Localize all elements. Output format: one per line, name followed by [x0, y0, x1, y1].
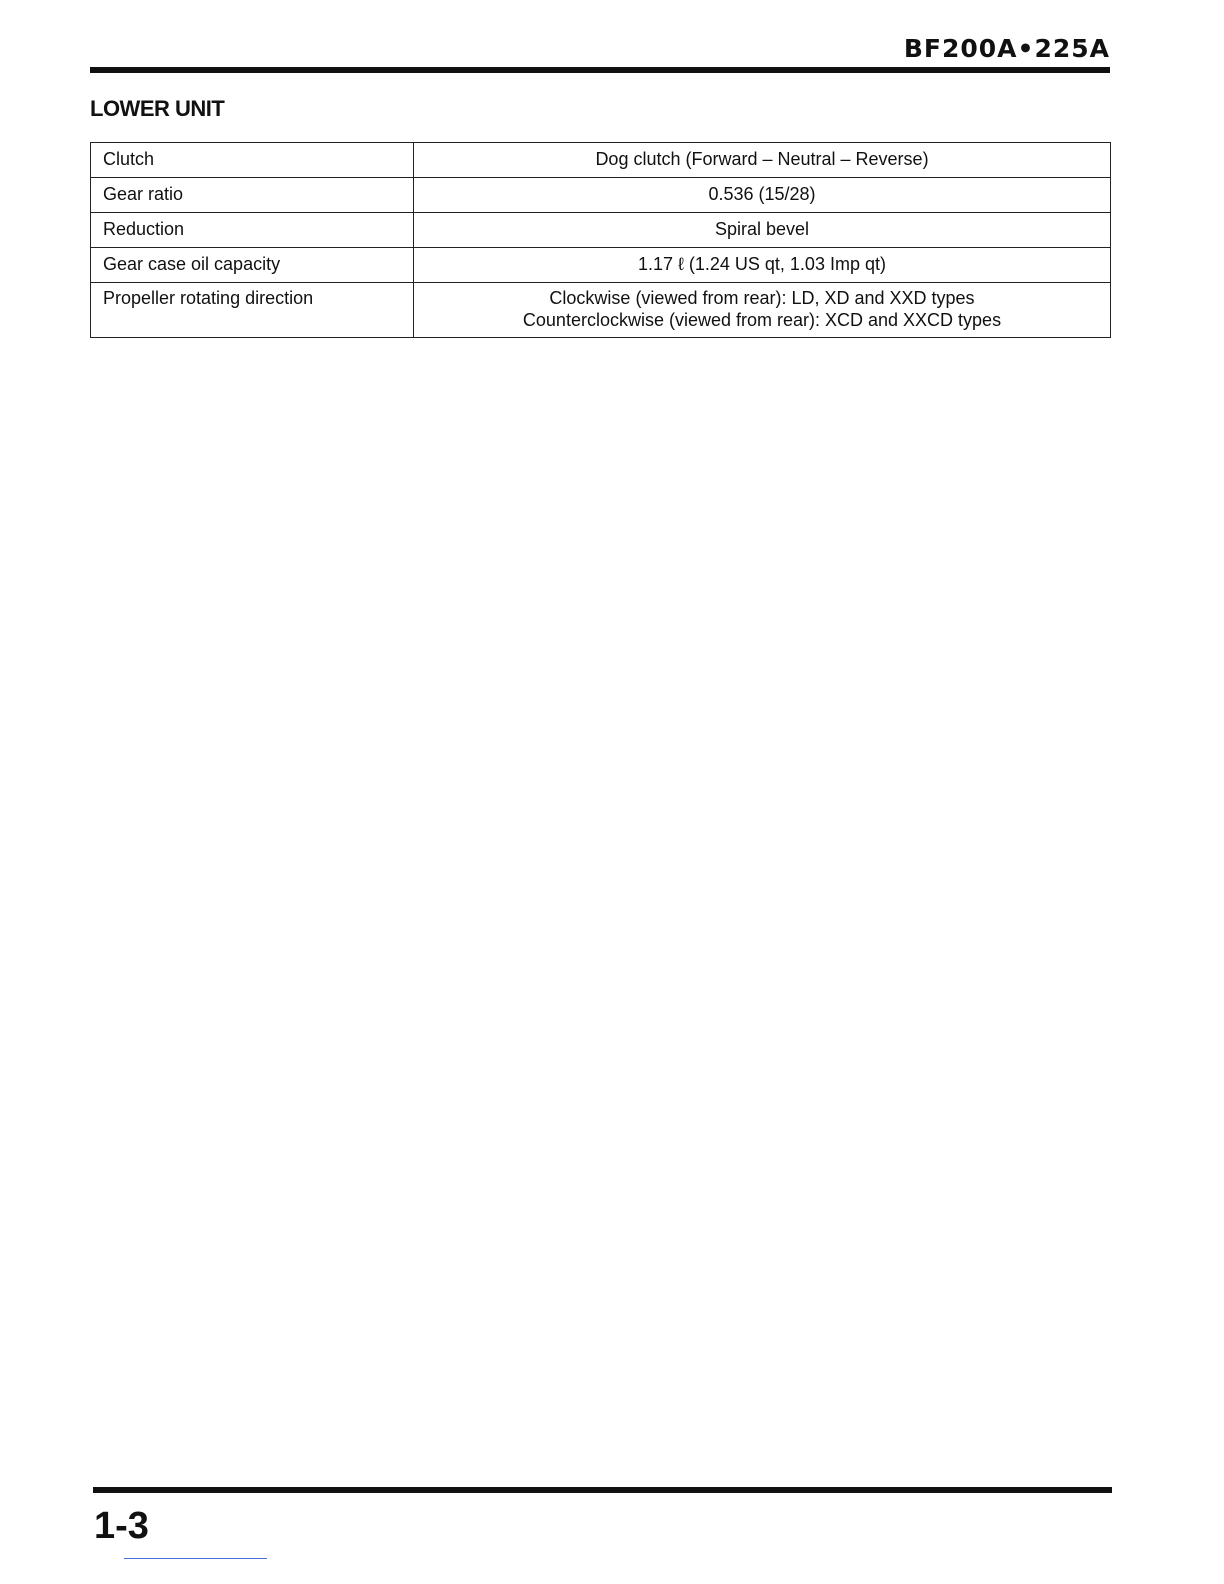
spec-value — [414, 213, 1111, 248]
footer-link-underline — [124, 1558, 267, 1559]
spec-table — [90, 142, 1111, 338]
table-row — [91, 178, 1111, 213]
spec-value — [414, 283, 1111, 338]
spec-label: Propeller rotating direction — [91, 283, 414, 338]
spec-value-line: Dog clutch (Forward – Neutral – Reverse) — [595, 149, 929, 169]
page-number: 1-3 — [94, 1505, 149, 1547]
spec-value-line: Clockwise (viewed from rear): LD, XD and XXD types — [549, 288, 975, 308]
spec-value-line: Spiral bevel — [714, 219, 810, 239]
spec-value-line: 1.17 ℓ (1.24 US qt, 1.03 Imp qt) — [638, 254, 886, 274]
spec-value — [414, 178, 1111, 213]
table-row — [91, 283, 1111, 338]
section-heading: LOWER UNIT — [90, 96, 225, 121]
spec-value — [414, 248, 1111, 283]
spec-label: Clutch — [91, 143, 414, 178]
spec-label: Gear ratio — [91, 178, 414, 213]
table-row — [91, 143, 1111, 178]
spec-value-line: Counterclockwise (viewed from rear): XCD and XXCD types — [522, 310, 1002, 330]
table-row — [91, 248, 1111, 283]
model-title: BF200A•225A — [903, 34, 1110, 63]
spec-value — [414, 143, 1111, 178]
footer-rule — [93, 1487, 1112, 1493]
table-row — [91, 213, 1111, 248]
spec-label: Gear case oil capacity — [91, 248, 414, 283]
header-rule — [90, 67, 1110, 73]
spec-value-line: 0.536 (15/28) — [708, 184, 816, 204]
spec-label: Reduction — [91, 213, 414, 248]
